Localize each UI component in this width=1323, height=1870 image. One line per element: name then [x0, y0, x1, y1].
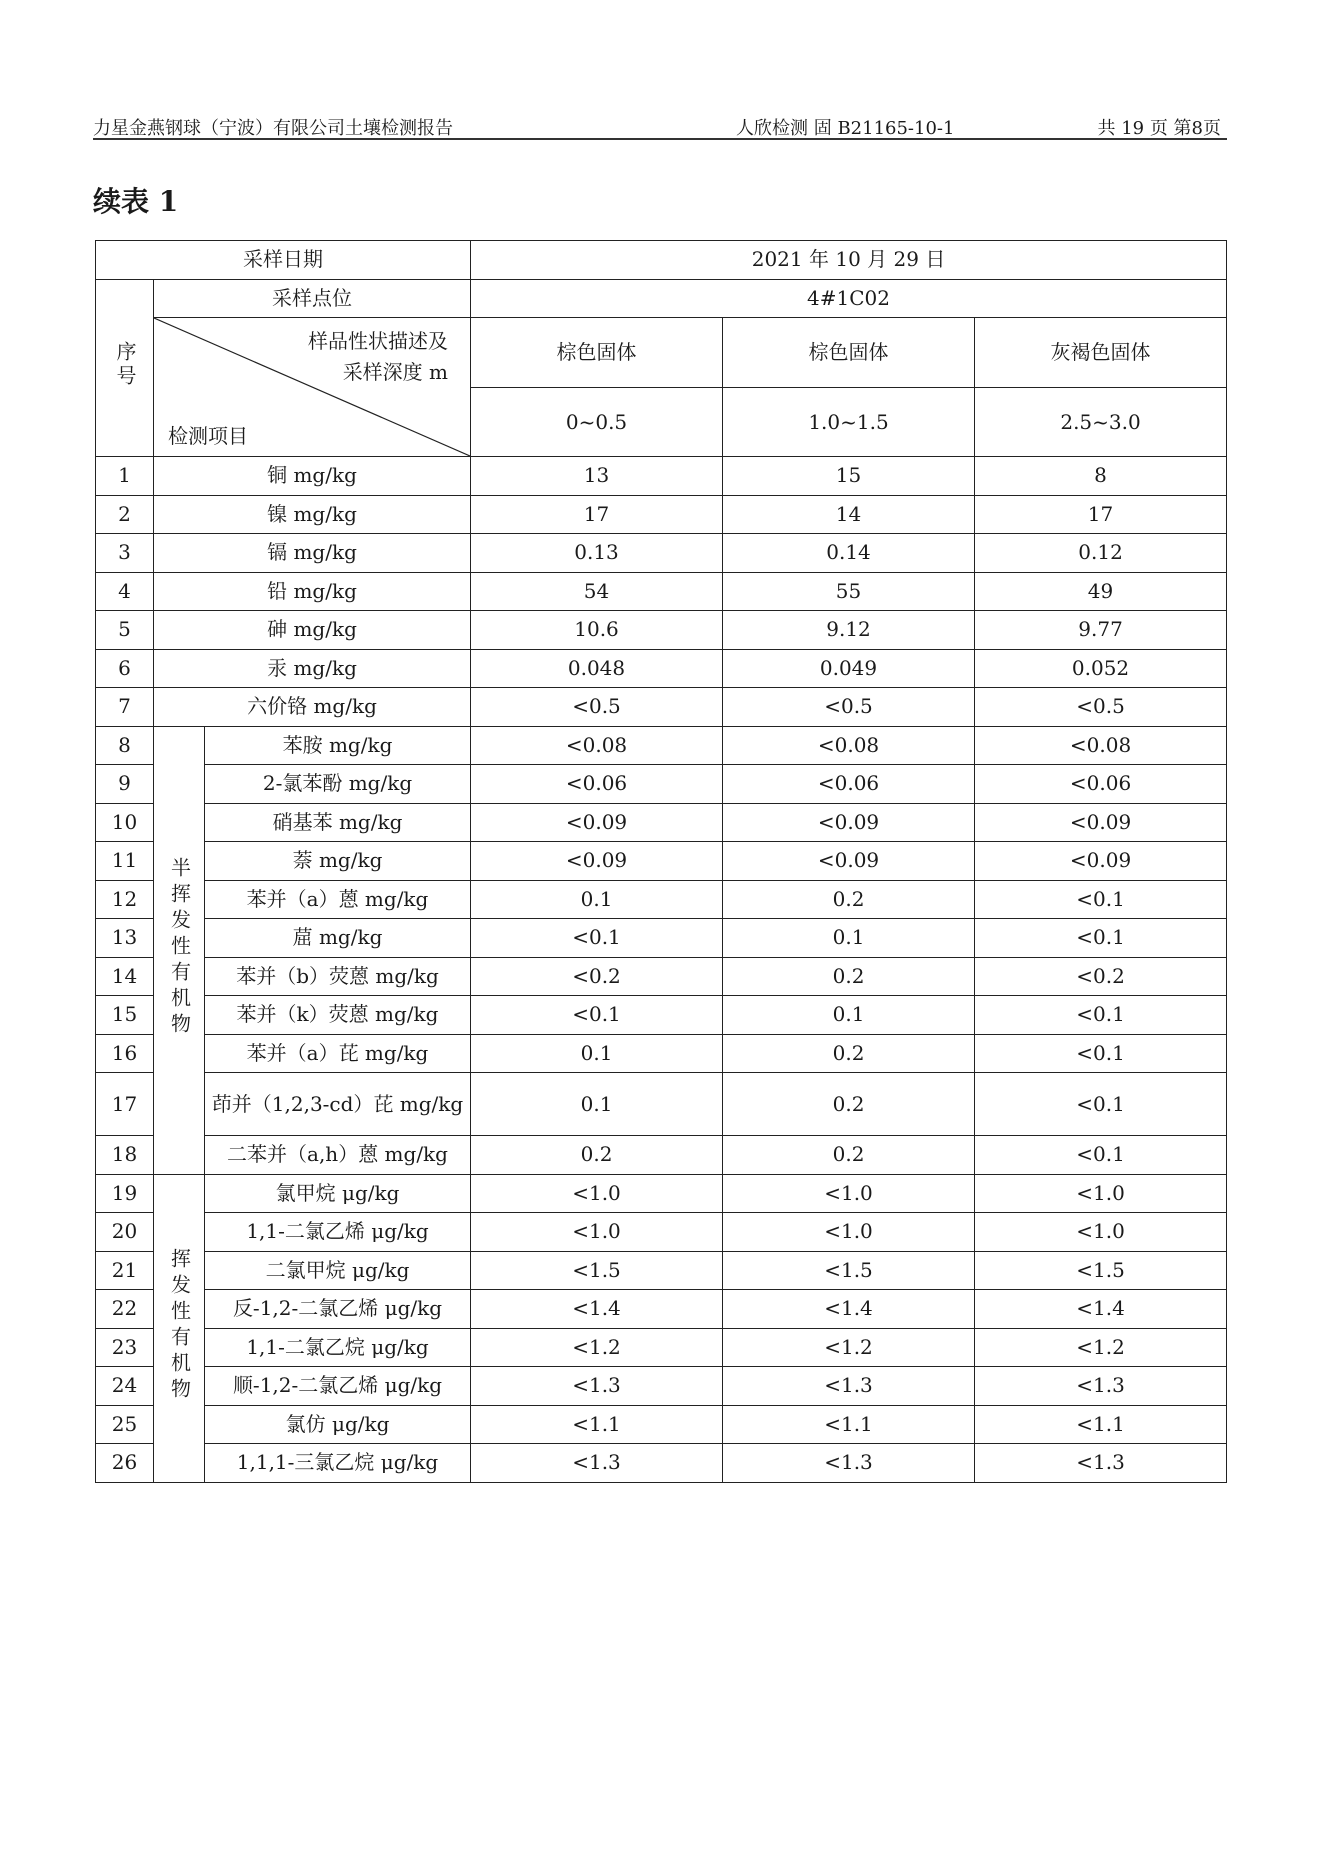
result-value: <1.3: [975, 1444, 1227, 1483]
result-value: 17: [975, 495, 1227, 534]
row-number: 12: [96, 880, 154, 919]
row-number: 25: [96, 1405, 154, 1444]
table-row: [96, 1136, 1227, 1175]
date-label: 采样日期: [96, 241, 471, 280]
result-value: <1.4: [471, 1290, 723, 1329]
table-row: [96, 1251, 1227, 1290]
row-number: 21: [96, 1251, 154, 1290]
result-value: 0.13: [471, 534, 723, 573]
result-value: <0.2: [975, 957, 1227, 996]
date-row: [96, 241, 1227, 280]
result-value: <1.1: [471, 1405, 723, 1444]
row-number: 7: [96, 688, 154, 727]
table-row: [96, 919, 1227, 958]
result-value: <1.0: [723, 1213, 975, 1252]
row-number: 3: [96, 534, 154, 573]
result-value: <0.08: [471, 726, 723, 765]
test-item: 顺-1,2-二氯乙烯 μg/kg: [205, 1367, 471, 1406]
result-value: 13: [471, 457, 723, 496]
row-number: 8: [96, 726, 154, 765]
table-row: [96, 1444, 1227, 1483]
result-value: 0.2: [723, 957, 975, 996]
row-number: 15: [96, 996, 154, 1035]
table-row: [96, 880, 1227, 919]
result-value: <1.5: [723, 1251, 975, 1290]
table-title: 续表 1: [93, 185, 179, 218]
page-count: 共 19 页 第8页: [1097, 118, 1221, 139]
row-number: 18: [96, 1136, 154, 1175]
test-item: 二氯甲烷 μg/kg: [205, 1251, 471, 1290]
result-value: <0.1: [975, 880, 1227, 919]
result-value: <1.2: [723, 1328, 975, 1367]
result-value: 0.1: [471, 1034, 723, 1073]
result-value: <0.09: [471, 803, 723, 842]
result-value: <0.1: [975, 1073, 1227, 1136]
row-number: 24: [96, 1367, 154, 1406]
result-value: 0.2: [471, 1136, 723, 1175]
result-value: <0.1: [975, 1034, 1227, 1073]
table-row: [96, 803, 1227, 842]
category-cell: [154, 726, 205, 1174]
result-value: 0.14: [723, 534, 975, 573]
result-value: <0.06: [723, 765, 975, 804]
result-value: <0.06: [975, 765, 1227, 804]
table-row: [96, 842, 1227, 881]
result-value: <0.5: [471, 688, 723, 727]
result-value: <1.3: [975, 1367, 1227, 1406]
test-item: 苯并（k）荧蒽 mg/kg: [205, 996, 471, 1035]
test-item: 茚并（1,2,3-cd）芘 mg/kg: [205, 1073, 471, 1136]
desc-label-line2: 采样深度 m: [342, 360, 449, 384]
row-number: 2: [96, 495, 154, 534]
table-row: [96, 688, 1227, 727]
row-number: 26: [96, 1444, 154, 1483]
result-value: <1.4: [723, 1290, 975, 1329]
desc-label-line1: 样品性状描述及: [308, 329, 449, 353]
table-row: [96, 1213, 1227, 1252]
result-value: <1.5: [975, 1251, 1227, 1290]
test-item: 氯仿 μg/kg: [205, 1405, 471, 1444]
result-value: 17: [471, 495, 723, 534]
test-item: 萘 mg/kg: [205, 842, 471, 881]
table-row: [96, 611, 1227, 650]
result-value: <1.0: [471, 1213, 723, 1252]
test-item: 苯并（a）蒽 mg/kg: [205, 880, 471, 919]
seq-header: [96, 279, 154, 457]
result-value: <1.0: [471, 1174, 723, 1213]
test-item: 反-1,2-二氯乙烯 μg/kg: [205, 1290, 471, 1329]
test-item: 苯并（a）芘 mg/kg: [205, 1034, 471, 1073]
table-row: [96, 726, 1227, 765]
page-header: [93, 112, 1227, 140]
row-number: 9: [96, 765, 154, 804]
category-label: 挥发性有机物: [167, 1247, 192, 1404]
table-row: [96, 1405, 1227, 1444]
table-row: [96, 765, 1227, 804]
result-value: 0.052: [975, 649, 1227, 688]
table-row: [96, 1328, 1227, 1367]
test-item: 苯胺 mg/kg: [205, 726, 471, 765]
test-item: 1,1-二氯乙烯 μg/kg: [205, 1213, 471, 1252]
result-value: 15: [723, 457, 975, 496]
table-row: [96, 457, 1227, 496]
result-value: <0.5: [975, 688, 1227, 727]
category-cell: [154, 1174, 205, 1482]
result-value: <0.09: [975, 842, 1227, 881]
test-item: 苯并（b）荧蒽 mg/kg: [205, 957, 471, 996]
table-row: [96, 1034, 1227, 1073]
point-value: 4#1C02: [471, 279, 1227, 318]
category-label: 半挥发性有机物: [167, 856, 192, 1039]
depth-cell: 1.0~1.5: [723, 388, 975, 457]
result-value: 14: [723, 495, 975, 534]
result-value: <1.0: [975, 1174, 1227, 1213]
report-title: 力星金燕钢球（宁波）有限公司土壤检测报告: [93, 118, 453, 139]
result-value: <0.08: [975, 726, 1227, 765]
depth-cell: 0~0.5: [471, 388, 723, 457]
result-value: 55: [723, 572, 975, 611]
report-number: 人欣检测 固 B21165-10-1: [736, 118, 955, 139]
test-item: 铜 mg/kg: [154, 457, 471, 496]
test-item: 汞 mg/kg: [154, 649, 471, 688]
row-number: 1: [96, 457, 154, 496]
test-item: 六价铬 mg/kg: [154, 688, 471, 727]
test-item: 镍 mg/kg: [154, 495, 471, 534]
result-value: <0.1: [975, 1136, 1227, 1175]
test-item: 镉 mg/kg: [154, 534, 471, 573]
table-row: [96, 1367, 1227, 1406]
result-value: <1.0: [975, 1213, 1227, 1252]
result-value: 0.12: [975, 534, 1227, 573]
table-row: [96, 957, 1227, 996]
test-item: 1,1,1-三氯乙烷 μg/kg: [205, 1444, 471, 1483]
result-value: <0.1: [471, 996, 723, 1035]
result-value: <0.09: [471, 842, 723, 881]
result-value: 0.1: [723, 919, 975, 958]
test-item: 砷 mg/kg: [154, 611, 471, 650]
result-value: 10.6: [471, 611, 723, 650]
result-value: <0.09: [723, 842, 975, 881]
row-number: 10: [96, 803, 154, 842]
result-value: <1.5: [471, 1251, 723, 1290]
row-number: 4: [96, 572, 154, 611]
point-row: [96, 279, 1227, 318]
result-value: 0.2: [723, 1034, 975, 1073]
result-value: 0.048: [471, 649, 723, 688]
test-item: 氯甲烷 μg/kg: [205, 1174, 471, 1213]
result-value: <1.3: [471, 1444, 723, 1483]
result-value: <1.3: [723, 1367, 975, 1406]
result-value: 0.2: [723, 880, 975, 919]
result-value: <1.4: [975, 1290, 1227, 1329]
test-item: 硝基苯 mg/kg: [205, 803, 471, 842]
row-number: 19: [96, 1174, 154, 1213]
diagonal-header: [154, 318, 471, 457]
desc-row: [96, 318, 1227, 388]
date-value: 2021 年 10 月 29 日: [471, 241, 1227, 280]
result-value: 54: [471, 572, 723, 611]
result-value: <1.3: [471, 1367, 723, 1406]
row-number: 17: [96, 1073, 154, 1136]
result-value: 0.1: [723, 996, 975, 1035]
row-number: 13: [96, 919, 154, 958]
result-value: <1.3: [723, 1444, 975, 1483]
result-value: 0.049: [723, 649, 975, 688]
table-row: [96, 996, 1227, 1035]
result-value: <0.1: [975, 919, 1227, 958]
row-number: 16: [96, 1034, 154, 1073]
result-value: 0.2: [723, 1073, 975, 1136]
result-value: <0.1: [471, 919, 723, 958]
result-value: <0.1: [975, 996, 1227, 1035]
row-number: 11: [96, 842, 154, 881]
row-number: 5: [96, 611, 154, 650]
seq-label: 序号: [113, 341, 137, 390]
result-value: 0.1: [471, 880, 723, 919]
table-row: [96, 1174, 1227, 1213]
result-value: 8: [975, 457, 1227, 496]
row-number: 6: [96, 649, 154, 688]
result-value: 0.2: [723, 1136, 975, 1175]
test-item: 二苯并（a,h）蒽 mg/kg: [205, 1136, 471, 1175]
result-value: <0.06: [471, 765, 723, 804]
results-table: [95, 240, 1227, 1483]
row-number: 14: [96, 957, 154, 996]
table-row: [96, 495, 1227, 534]
test-item: 2-氯苯酚 mg/kg: [205, 765, 471, 804]
test-item: 䓛 mg/kg: [205, 919, 471, 958]
depth-cell: 2.5~3.0: [975, 388, 1227, 457]
result-value: <0.5: [723, 688, 975, 727]
result-value: 9.12: [723, 611, 975, 650]
test-item: 铅 mg/kg: [154, 572, 471, 611]
desc-cell: 灰褐色固体: [975, 318, 1227, 388]
result-value: <0.2: [471, 957, 723, 996]
item-label: 检测项目: [168, 424, 248, 448]
table-row: [96, 1073, 1227, 1136]
result-value: <1.0: [723, 1174, 975, 1213]
test-item: 1,1-二氯乙烷 μg/kg: [205, 1328, 471, 1367]
row-number: 20: [96, 1213, 154, 1252]
result-value: 49: [975, 572, 1227, 611]
row-number: 22: [96, 1290, 154, 1329]
desc-cell: 棕色固体: [723, 318, 975, 388]
table-row: [96, 649, 1227, 688]
result-value: <1.1: [975, 1405, 1227, 1444]
result-value: <0.09: [723, 803, 975, 842]
result-value: 9.77: [975, 611, 1227, 650]
result-value: 0.1: [471, 1073, 723, 1136]
table-row: [96, 534, 1227, 573]
desc-cell: 棕色固体: [471, 318, 723, 388]
result-value: <0.08: [723, 726, 975, 765]
desc-depth-label: [308, 326, 448, 388]
row-number: 23: [96, 1328, 154, 1367]
table-row: [96, 1290, 1227, 1329]
result-value: <1.2: [975, 1328, 1227, 1367]
result-value: <1.2: [471, 1328, 723, 1367]
point-label: 采样点位: [154, 279, 471, 318]
result-value: <1.1: [723, 1405, 975, 1444]
table-row: [96, 572, 1227, 611]
result-value: <0.09: [975, 803, 1227, 842]
